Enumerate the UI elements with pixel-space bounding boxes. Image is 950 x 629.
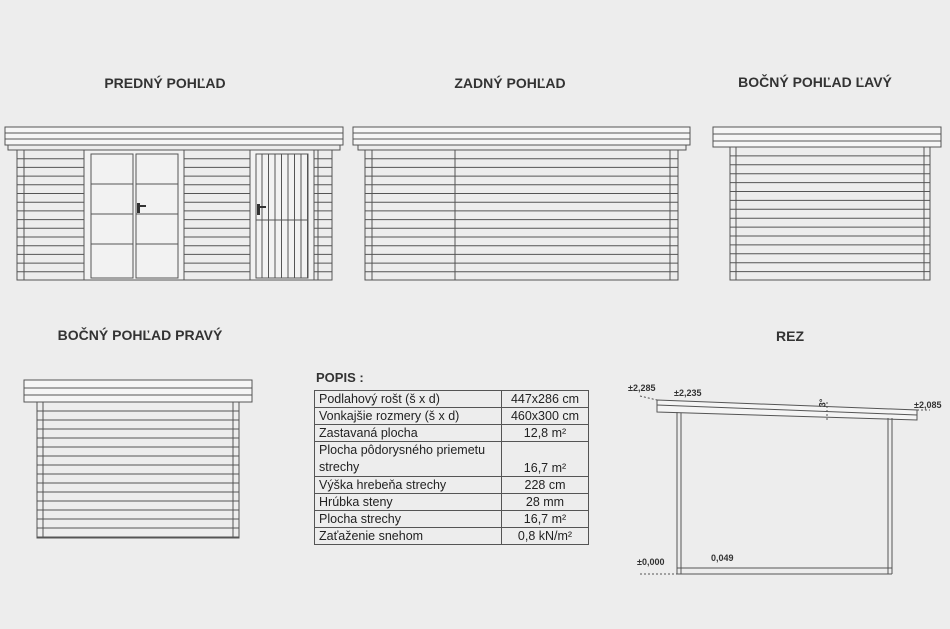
table-row (315, 391, 589, 408)
table-row (315, 408, 589, 425)
table-row (315, 442, 589, 477)
front-view-title: PREDNÝ POHĽAD (104, 75, 226, 91)
elevation-floor: 0,049 (711, 553, 734, 563)
row-value: 16,7 m² (502, 442, 589, 477)
table-row (315, 511, 589, 528)
table-row (315, 528, 589, 545)
row-value: 12,8 m² (502, 425, 589, 442)
left-side-view-title: BOČNÝ POHĽAD ĽAVÝ (738, 74, 892, 90)
row-label: Podlahový rošt (š x d) (315, 391, 502, 408)
row-label: Hrúbka steny (315, 494, 502, 511)
elevation-bottom: ±0,000 (637, 557, 665, 567)
row-value: 228 cm (502, 477, 589, 494)
row-label: Plocha strechy (315, 511, 502, 528)
table-row (315, 477, 589, 494)
popis-title: POPIS : (316, 370, 364, 385)
back-view-drawing (353, 127, 690, 280)
section-drawing (640, 396, 930, 574)
elevation-top-left-inner: ±2,235 (674, 388, 702, 398)
row-label: Výška hrebeňa strechy (315, 477, 502, 494)
spec-table (314, 390, 589, 545)
table-row (315, 494, 589, 511)
row-label: Vonkajšie rozmery (š x d) (315, 408, 502, 425)
row-value: 0,8 kN/m² (502, 528, 589, 545)
table-row (315, 425, 589, 442)
row-label: Zastavaná plocha (315, 425, 502, 442)
back-view-title: ZADNÝ POHĽAD (454, 75, 566, 91)
section-view-title: REZ (776, 328, 804, 344)
row-value: 447x286 cm (502, 391, 589, 408)
row-value: 460x300 cm (502, 408, 589, 425)
elevation-top-right: ±2,085 (914, 400, 942, 410)
roof-angle-label: 3° (817, 398, 828, 408)
row-value: 28 mm (502, 494, 589, 511)
row-label: Zaťaženie snehom (315, 528, 502, 545)
elevation-top-left: ±2,285 (628, 383, 656, 393)
right-side-view-drawing (24, 380, 252, 538)
row-label: Plocha pôdorysného priemetu strechy (315, 442, 502, 477)
front-view-drawing (5, 127, 343, 280)
left-side-view-drawing (713, 127, 941, 280)
row-value: 16,7 m² (502, 511, 589, 528)
right-side-view-title: BOČNÝ POHĽAD PRAVÝ (57, 327, 223, 343)
